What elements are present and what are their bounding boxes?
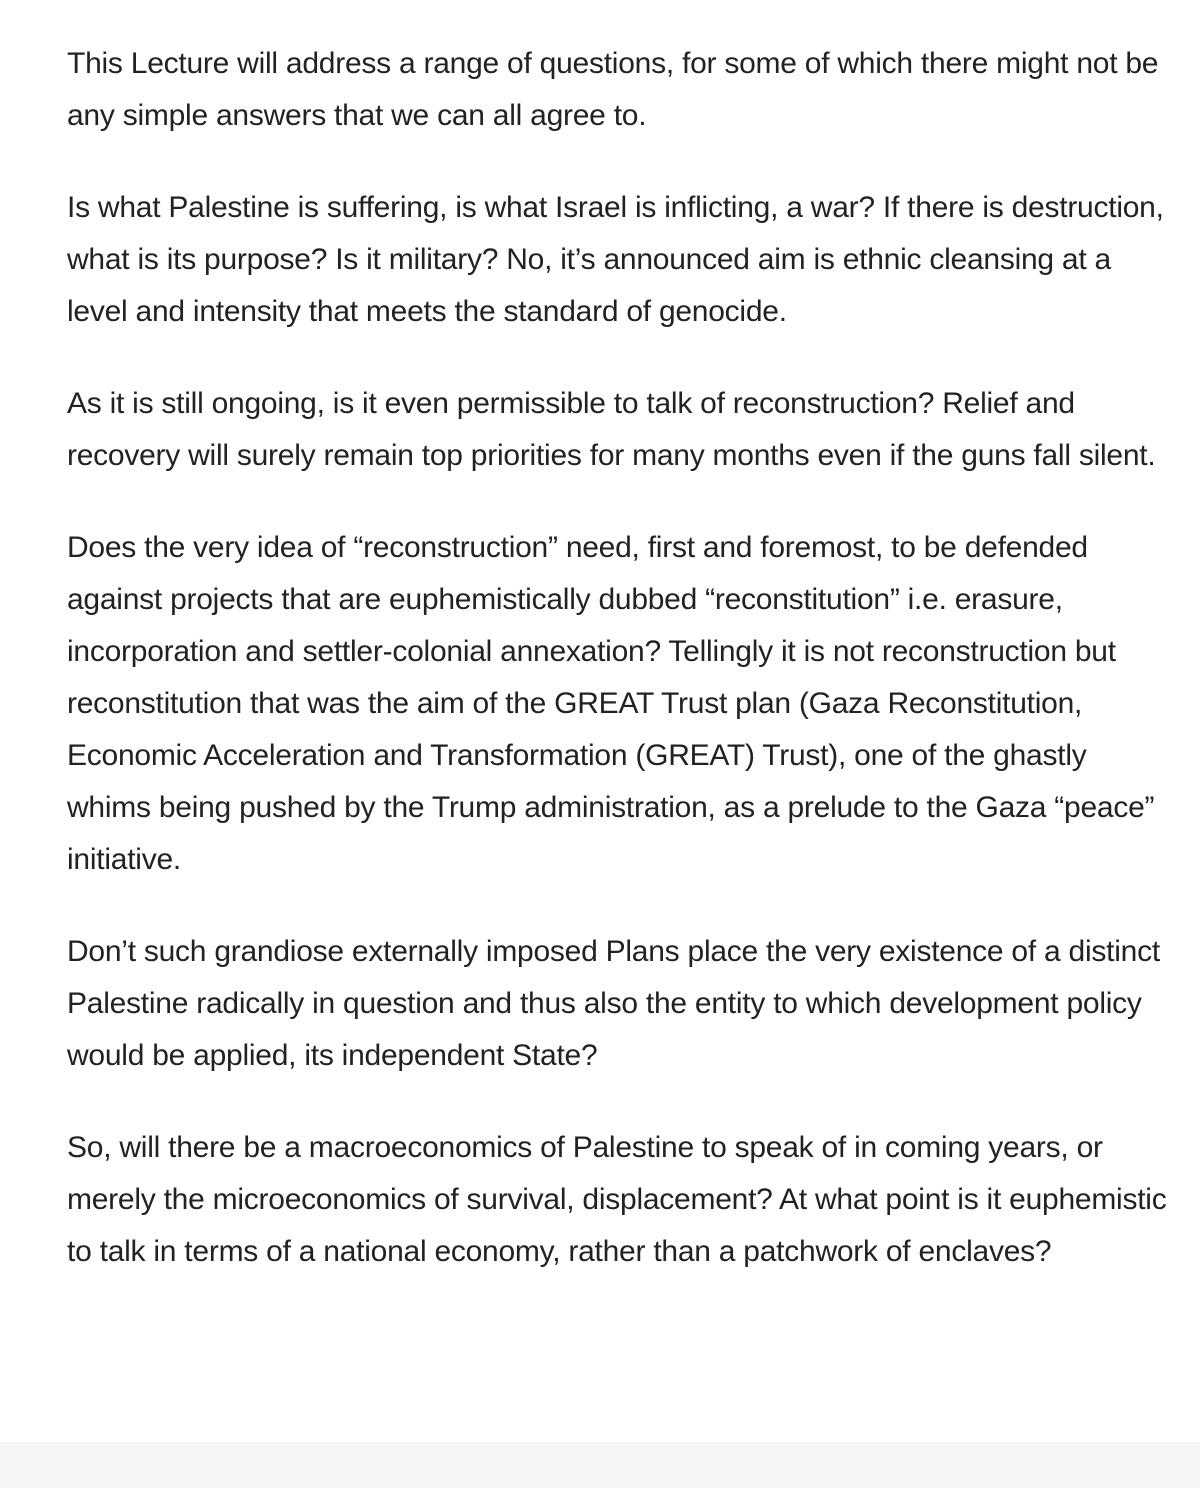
paragraph-plans: Don’t such grandiose externally imposed Plans place the very existence of a distinct Palestine radically in question and thus also the entity to which development policy would be applied, its independent State? bbox=[67, 935, 1160, 1072]
article-body bbox=[67, 38, 1177, 1278]
paragraph-macroeconomics: So, will there be a macroeconomics of Palestine to speak of in coming years, or merely the microeconomics of survival, displacement? At what point is it euphemistic to talk in terms of a national economy, rather than a patchwork of enclaves? bbox=[67, 1131, 1167, 1268]
paragraph-reconstruction: As it is still ongoing, is it even permissible to talk of reconstruction? Relief and recovery will surely remain top priorities for many months even if the guns fall silent. bbox=[67, 387, 1156, 472]
paragraph-war-question: Is what Palestine is suffering, is what Israel is inflicting, a war? If there is destruction, what is its purpose? Is it military? No, it’s announced aim is ethnic cleansing at a level and intensity that meets the standard of genocide. bbox=[67, 191, 1164, 328]
paragraph-intro: This Lecture will address a range of questions, for some of which there might not be any simple answers that we can all agree to. bbox=[67, 47, 1159, 132]
bottom-bar bbox=[0, 1442, 1200, 1488]
paragraph-reconstitution: Does the very idea of “reconstruction” need, first and foremost, to be defended against projects that are euphemistically dubbed “reconstitution” i.e. erasure, incorporation and settler-colonial annexation? Tellingly it is not reconstruction but reconstitution that was the aim of the GREAT Trust plan (Gaza Reconstitution, Economic Acceleration and Transformation (GREAT) Trust), one of the ghastly whims being pushed by the Trump administration, as a prelude to the Gaza “peace” initiative. bbox=[67, 531, 1155, 876]
